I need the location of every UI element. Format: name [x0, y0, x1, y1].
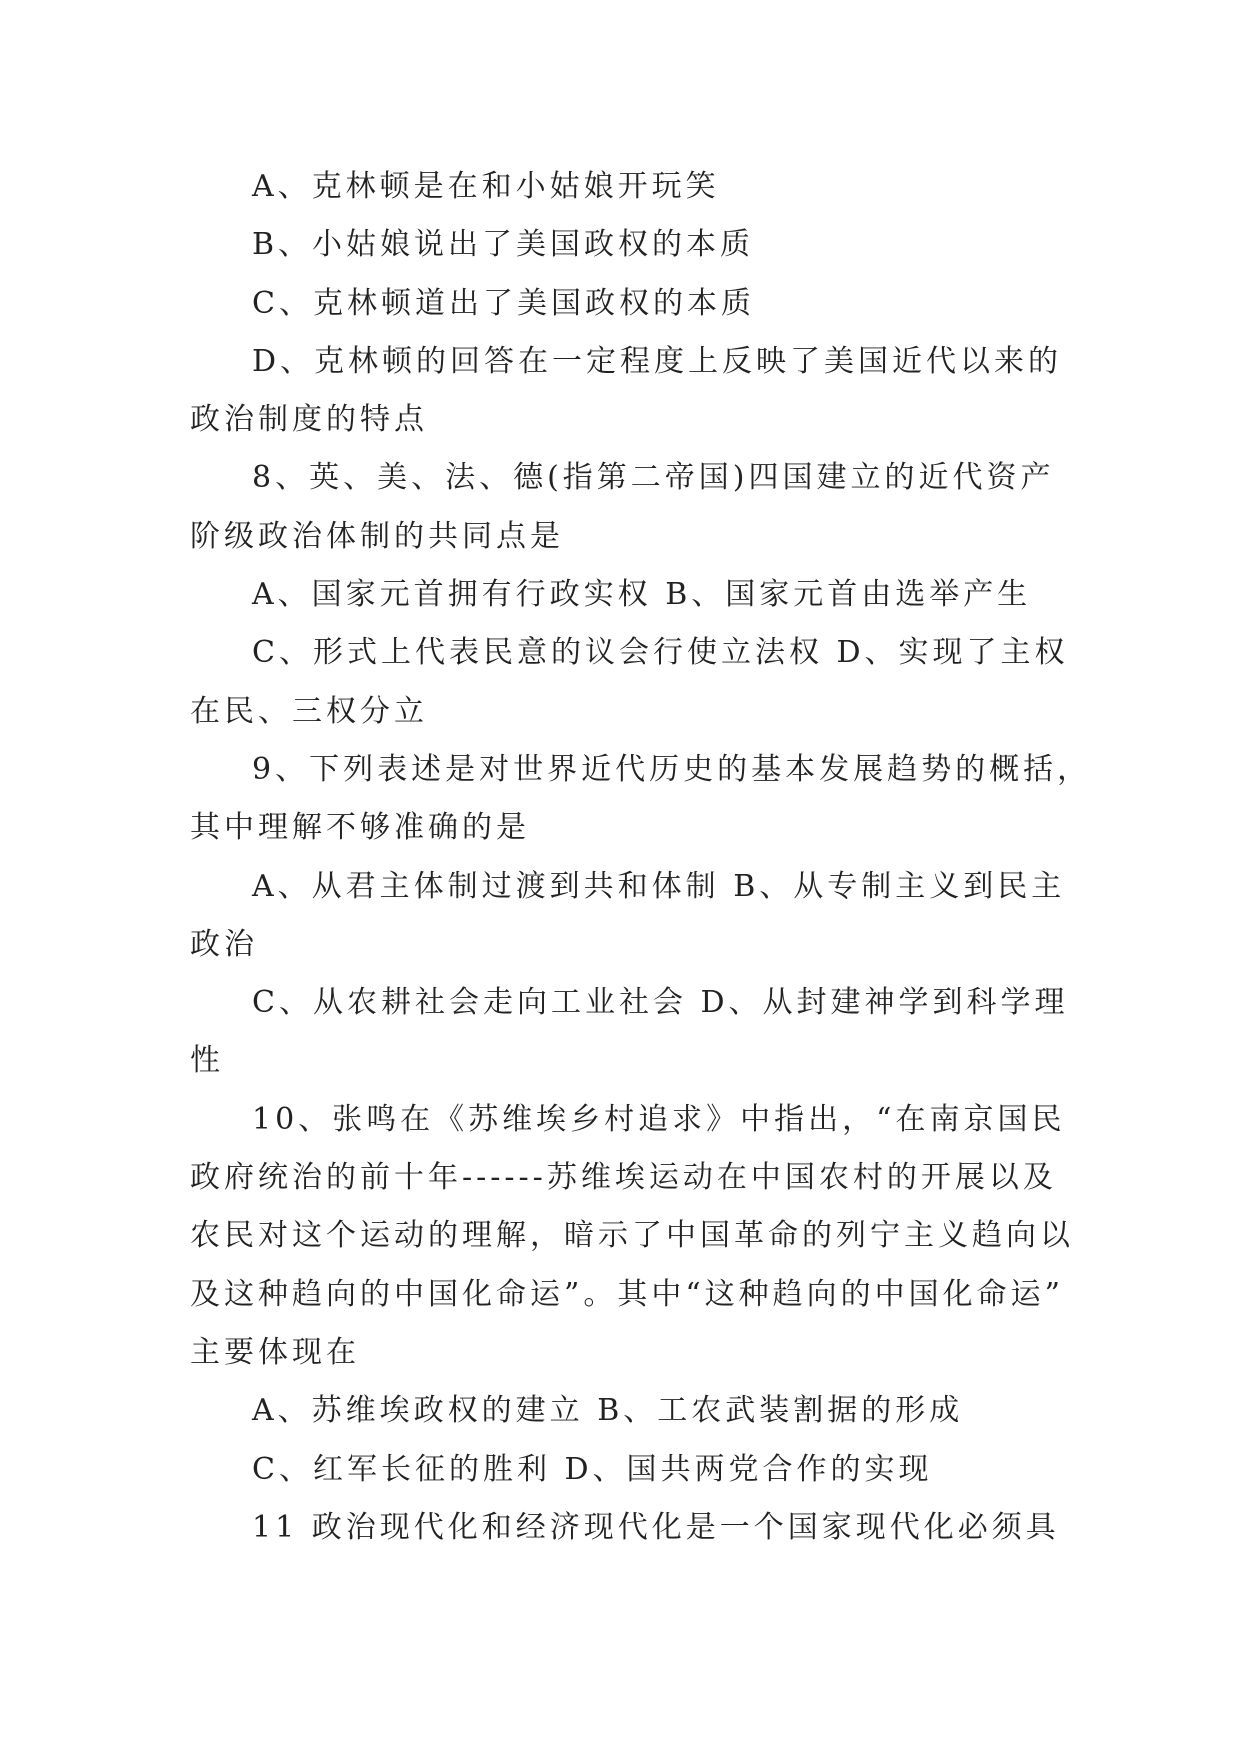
options-9-cd-continued: 性	[190, 1043, 224, 1079]
question-9: 9、下列表述是对世界近代历史的基本发展趋势的概括，	[252, 751, 1092, 787]
option-7d: D、克林顿的回答在一定程度上反映了美国近代以来的	[252, 343, 1063, 379]
document-body	[190, 158, 1092, 1557]
options-9-ab: A、从君主体制过渡到共和体制 B、从专制主义到民主	[252, 868, 1066, 904]
options-8-cd: C、形式上代表民意的议会行使立法权 D、实现了主权	[252, 635, 1069, 671]
question-10-line-5: 主要体现在	[190, 1334, 360, 1370]
question-10: 10、张鸣在《苏维埃乡村追求》中指出，“在南京国民	[252, 1101, 1066, 1137]
options-9-cd: C、从农耕社会走向工业社会 D、从封建神学到科学理	[252, 985, 1069, 1021]
question-8: 8、英、美、法、德(指第二帝国)四国建立的近代资产	[252, 460, 1055, 496]
question-9-continued: 其中理解不够准确的是	[190, 810, 530, 846]
question-8-continued: 阶级政治体制的共同点是	[190, 518, 564, 554]
question-10-line-2: 政府统治的前十年------苏维埃运动在中国农村的开展以及	[190, 1160, 1057, 1196]
question-10-line-3: 农民对这个运动的理解，暗示了中国革命的列宁主义趋向以	[190, 1218, 1074, 1254]
option-7a: A、克林顿是在和小姑娘开玩笑	[252, 169, 720, 204]
options-8-ab: A、国家元首拥有行政实权 B、国家元首由选举产生	[252, 577, 1032, 613]
options-10-cd: C、红军长征的胜利 D、国共两党合作的实现	[252, 1451, 933, 1487]
option-7d-continued: 政治制度的特点	[190, 402, 428, 438]
options-8-cd-continued: 在民、三权分立	[190, 693, 428, 729]
option-7c: C、克林顿道出了美国政权的本质	[252, 285, 755, 321]
option-7b: B、小姑娘说出了美国政权的本质	[252, 227, 755, 263]
options-10-ab: A、苏维埃政权的建立 B、工农武装割据的形成	[252, 1393, 964, 1429]
options-9-ab-continued: 政治	[190, 926, 258, 962]
question-10-line-4: 及这种趋向的中国化命运”。其中“这种趋向的中国化命运”	[190, 1276, 1065, 1312]
question-11: 11 政治现代化和经济现代化是一个国家现代化必须具	[252, 1509, 1060, 1545]
